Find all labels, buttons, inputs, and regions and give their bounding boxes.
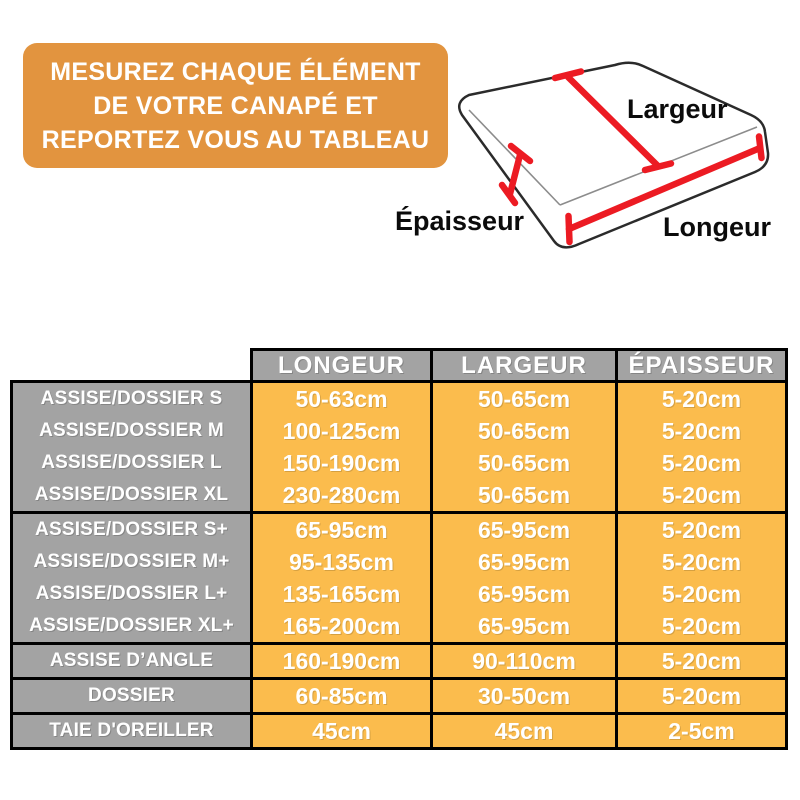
cell-epaisseur: 5-20cm [617,644,787,679]
cell-longeur: 50-63cm [252,382,432,416]
cell-largeur: 50-65cm [432,479,617,513]
row-group-assise-dossier-plus [12,513,787,644]
row-label: ASSISE/DOSSIER M [12,415,252,447]
row-label: ASSISE/DOSSIER S+ [12,513,252,547]
row-label: ASSISE/DOSSIER XL+ [12,610,252,644]
cell-largeur: 65-95cm [432,513,617,547]
table-row [12,513,787,547]
cell-largeur: 65-95cm [432,546,617,578]
row-label: ASSISE/DOSSIER XL [12,479,252,513]
row-label: ASSISE D’ANGLE [12,644,252,679]
table-row [12,415,787,447]
cell-longeur: 60-85cm [252,679,432,714]
row-label: ASSISE/DOSSIER S [12,382,252,416]
banner-line-3: REPORTEZ VOUS AU TABLEAU [41,125,430,154]
cell-longeur: 165-200cm [252,610,432,644]
cell-epaisseur: 5-20cm [617,679,787,714]
row-label: ASSISE/DOSSIER L [12,447,252,479]
longueur-label: Longeur [663,212,771,242]
table-header-row [12,350,787,382]
row-label: TAIE D'OREILLER [12,714,252,749]
table-row [12,447,787,479]
table-row [12,578,787,610]
cell-longeur: 135-165cm [252,578,432,610]
row-group-taie-oreiller [12,714,787,749]
row-group-dossier [12,679,787,714]
table-corner-cell [12,350,252,382]
cell-longeur: 150-190cm [252,447,432,479]
cell-epaisseur: 5-20cm [617,415,787,447]
row-label: ASSISE/DOSSIER L+ [12,578,252,610]
cell-epaisseur: 5-20cm [617,578,787,610]
row-label: DOSSIER [12,679,252,714]
cell-epaisseur: 5-20cm [617,479,787,513]
cell-largeur: 65-95cm [432,610,617,644]
instruction-banner [23,43,448,168]
table-row [12,382,787,416]
cell-epaisseur: 5-20cm [617,513,787,547]
row-group-assise-angle [12,644,787,679]
cell-largeur: 50-65cm [432,382,617,416]
table-row [12,546,787,578]
cell-largeur: 65-95cm [432,578,617,610]
table-row [12,644,787,679]
table-row [12,714,787,749]
column-header-epaisseur: ÉPAISSEUR [617,350,787,382]
table-row [12,610,787,644]
column-header-largeur: LARGEUR [432,350,617,382]
epaisseur-label: Épaisseur [395,206,525,236]
banner-line-2: DE VOTRE CANAPÉ ET [93,91,378,120]
size-table-container [10,348,788,750]
cell-longeur: 95-135cm [252,546,432,578]
sofa-cushion-diagram [393,15,793,265]
cell-epaisseur: 5-20cm [617,610,787,644]
column-header-longeur: LONGEUR [252,350,432,382]
cell-longeur: 65-95cm [252,513,432,547]
banner-line-1: MESUREZ CHAQUE ÉLÉMENT [50,57,421,86]
cell-largeur: 30-50cm [432,679,617,714]
cell-epaisseur: 2-5cm [617,714,787,749]
row-label: ASSISE/DOSSIER M+ [12,546,252,578]
cell-epaisseur: 5-20cm [617,546,787,578]
cell-largeur: 50-65cm [432,415,617,447]
cell-longeur: 45cm [252,714,432,749]
cell-longeur: 230-280cm [252,479,432,513]
row-group-assise-dossier [12,382,787,513]
cell-epaisseur: 5-20cm [617,447,787,479]
cell-largeur: 45cm [432,714,617,749]
cell-largeur: 90-110cm [432,644,617,679]
cell-largeur: 50-65cm [432,447,617,479]
table-row [12,679,787,714]
cell-longeur: 100-125cm [252,415,432,447]
cell-longeur: 160-190cm [252,644,432,679]
table-row [12,479,787,513]
size-table [10,348,788,750]
largeur-label: Largeur [627,94,728,124]
cell-epaisseur: 5-20cm [617,382,787,416]
